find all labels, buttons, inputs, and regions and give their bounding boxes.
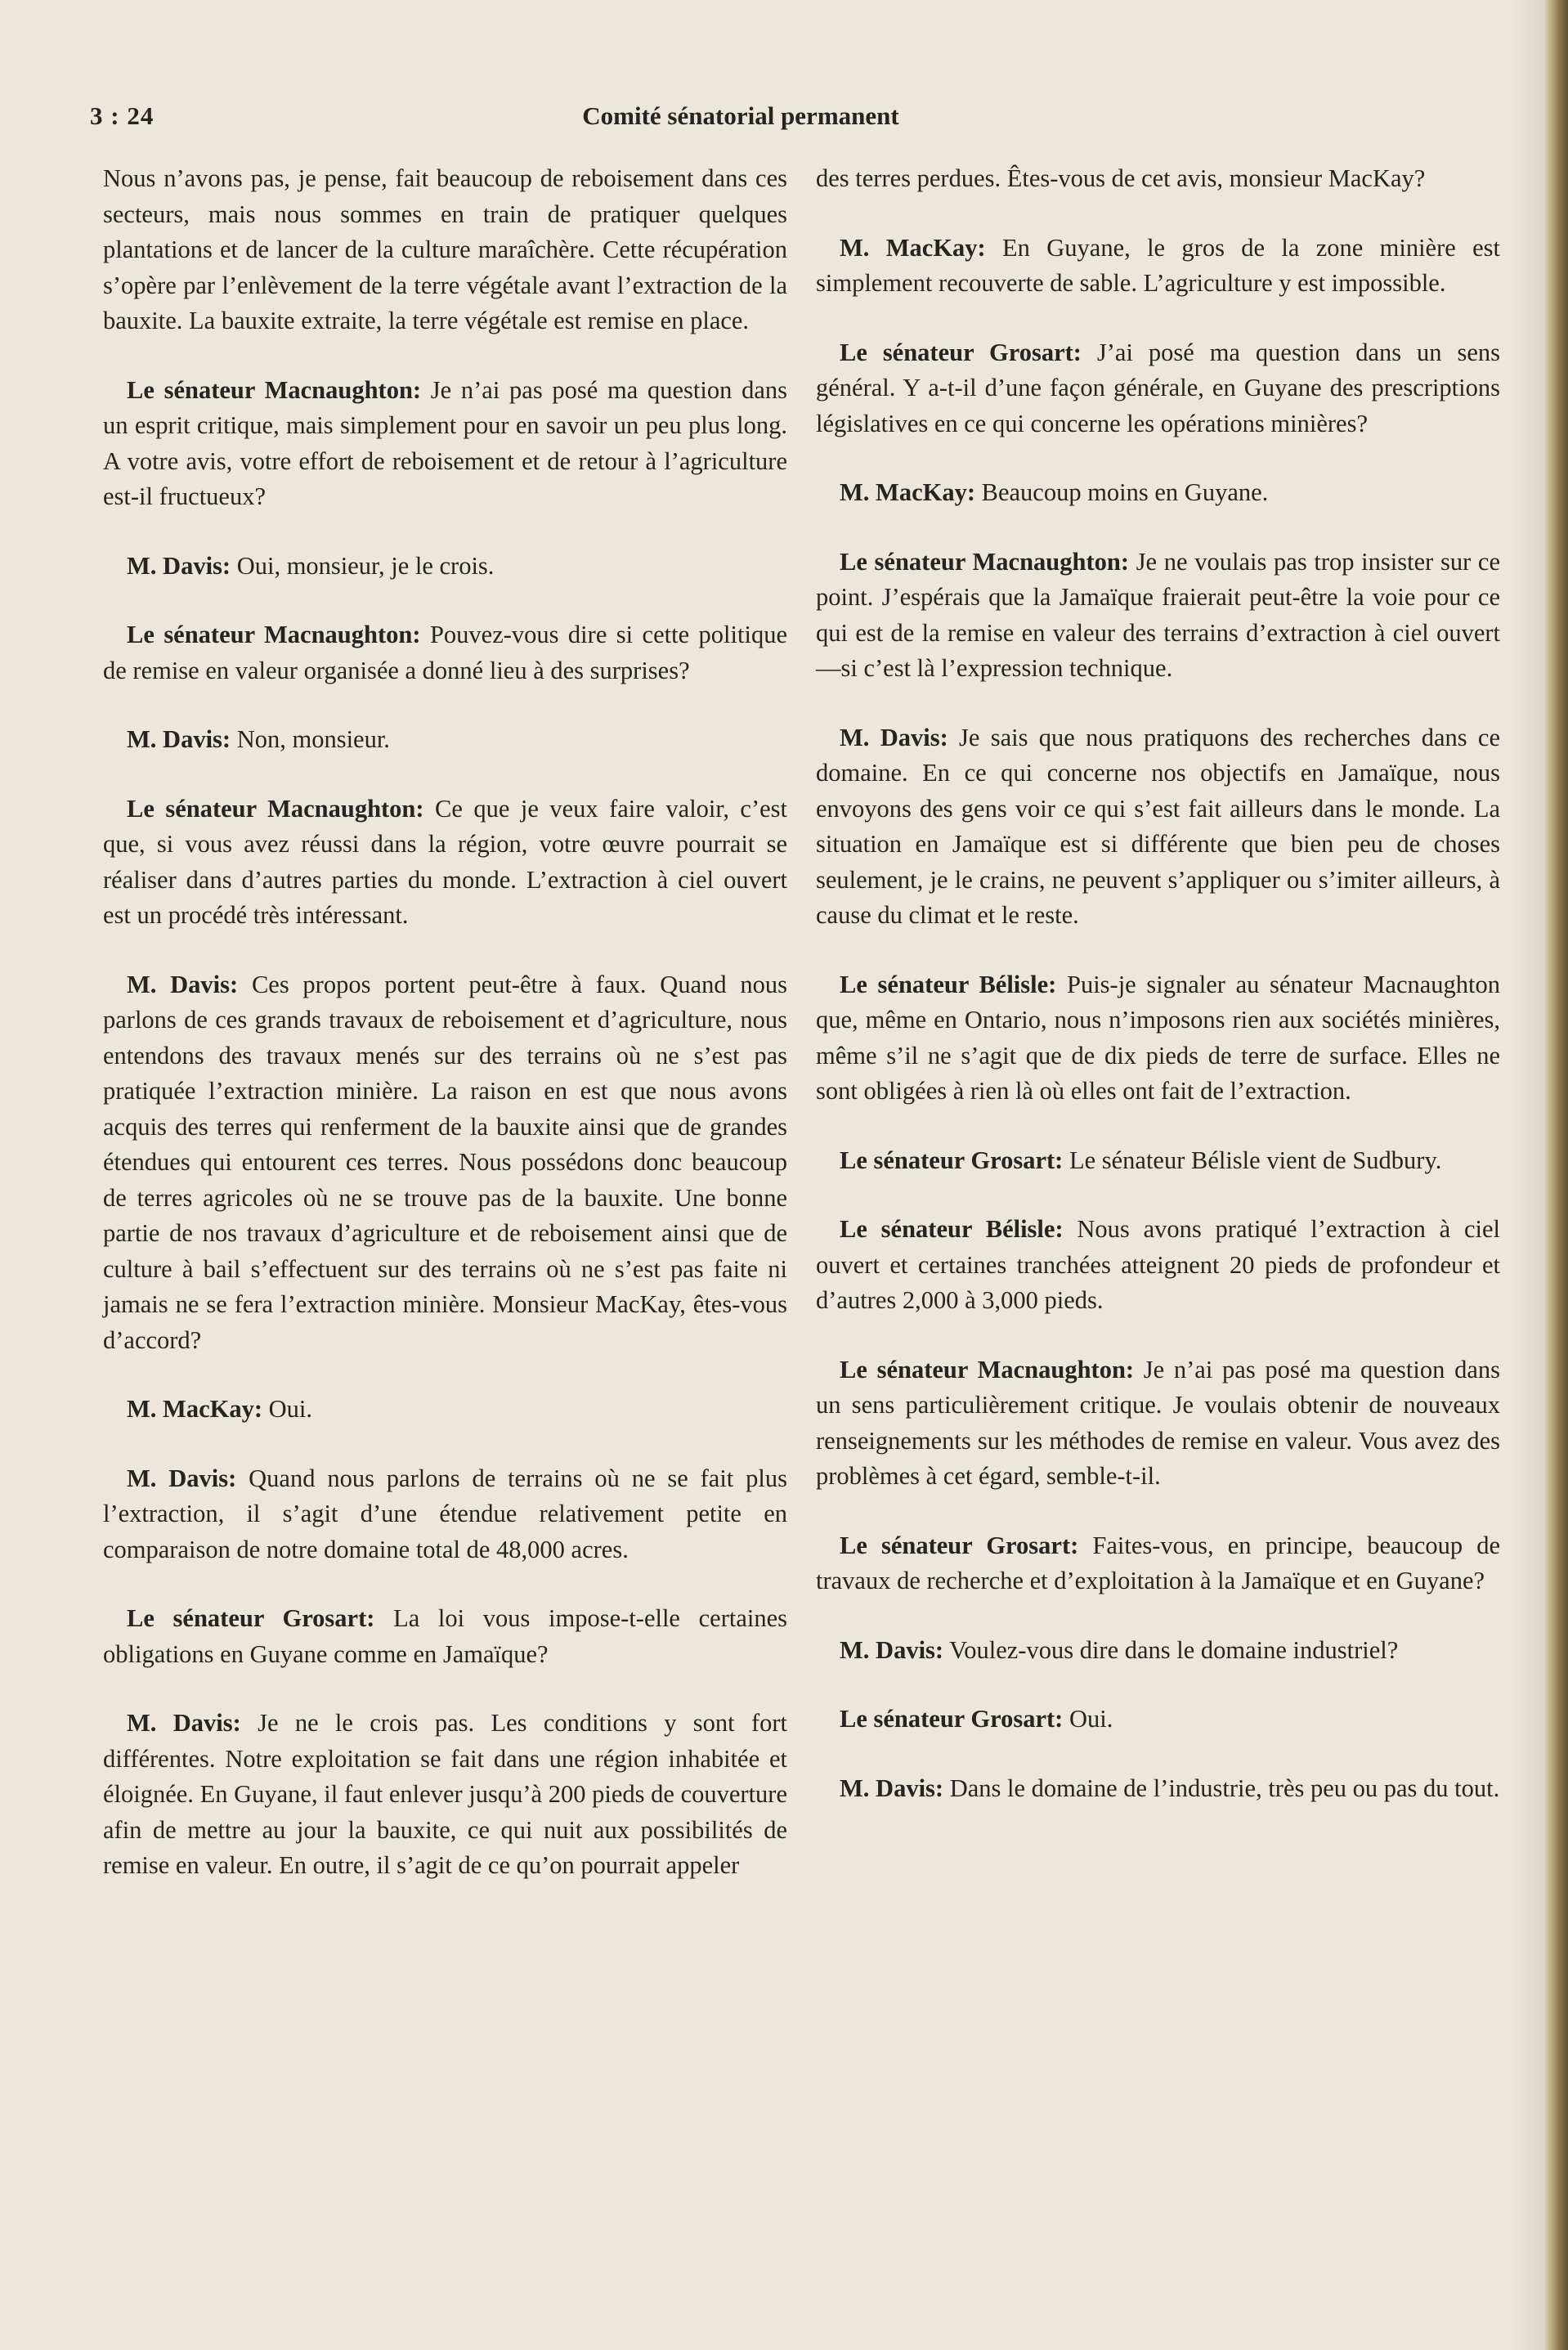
paragraph bbox=[103, 792, 787, 934]
speaker-name: Le sénateur Macnaughton: bbox=[127, 621, 421, 648]
paragraph bbox=[816, 1528, 1500, 1599]
paragraph-text: Beaucoup moins en Guyane. bbox=[981, 478, 1269, 506]
paragraph bbox=[103, 967, 787, 1359]
speaker-name: M. MacKay: bbox=[840, 478, 975, 506]
paragraph bbox=[103, 1706, 787, 1884]
paragraph bbox=[103, 161, 787, 339]
paragraph-text: Puis-je signaler au sénateur Macnaughton que, même en Ontario, nous n’imposons rien aux sociétés minières, même s’il ne s’agit que de dix pieds de terre de surface. Elles ne sont obligées à rien là où elles ont fait de l’extraction. bbox=[816, 970, 1500, 1105]
paragraph-text: Oui, monsieur, je le crois. bbox=[236, 551, 495, 580]
paragraph bbox=[103, 722, 787, 758]
paragraph-text: Je n’ai pas posé ma question dans un esprit critique, mais simplement pour en savoir un peu plus long. A votre avis, votre effort de reboisement et de retour à l’agriculture est-il fructueux? bbox=[103, 375, 787, 510]
speaker-name: Le sénateur Bélisle: bbox=[840, 970, 1057, 998]
paragraph bbox=[816, 1702, 1500, 1738]
paragraph-text: Quand nous parlons de terrains où ne se fait plus l’extraction, il s’agit d’une étendue relativement petite en comparaison de notre domaine total de 48,000 acres. bbox=[103, 1464, 787, 1563]
paragraph bbox=[103, 617, 787, 688]
paragraph bbox=[103, 549, 787, 585]
paragraph bbox=[816, 1143, 1500, 1179]
speaker-name: Le sénateur Grosart: bbox=[840, 1531, 1079, 1559]
paragraph-text: Pouvez-vous dire si cette politique de remise en valeur organisée a donné lieu à des surprises? bbox=[103, 621, 787, 684]
speaker-name: Le sénateur Grosart: bbox=[840, 1146, 1064, 1174]
paragraph-text: Oui. bbox=[268, 1395, 312, 1423]
speaker-name: M. Davis: bbox=[127, 551, 231, 580]
speaker-name: M. MacKay: bbox=[127, 1395, 262, 1423]
paragraph bbox=[103, 1601, 787, 1672]
speaker-name: M. Davis: bbox=[840, 1635, 944, 1664]
paragraph-text: Faites-vous, en principe, beaucoup de travaux de recherche et d’exploitation à la Jamaïque et en Guyane? bbox=[816, 1531, 1501, 1594]
paragraph-text: des terres perdues. Êtes-vous de cet avis, monsieur MacKay? bbox=[816, 164, 1426, 192]
speaker-name: Le sénateur Macnaughton: bbox=[127, 375, 422, 404]
speaker-name: Le sénateur Macnaughton: bbox=[840, 1355, 1135, 1384]
paragraph-text: Ces propos portent peut-être à faux. Quand nous parlons de ces grands travaux de reboisement et d’agriculture, nous entendons des travaux menés sur des terrains où ne s’est pas pratiquée l’extraction minière. La raison en est que nous avons acquis des terres qui renferment de la bauxite ainsi que de grandes étendues qui entourent ces terres. Nous possédons donc beaucoup de terres agricoles où ne se trouve pas de la bauxite. Une bonne partie de nos travaux d’agriculture et de reboisement ainsi que de culture à bail s’effectuent sur des terrains où ne s’est pas faite ni jamais ne se fera l’extraction minière. Monsieur MacKay, êtes-vous d’accord? bbox=[103, 970, 787, 1354]
paragraph-text: Je ne voulais pas trop insister sur ce point. J’espérais que la Jamaïque fraierait peut-être la voie pour ce qui est de la remise en valeur des terrains d’extraction à ciel ouvert—si c’est là l’expression technique. bbox=[816, 547, 1500, 682]
paragraph-text: J’ai posé ma question dans un sens général. Y a-t-il d’une façon générale, en Guyane des prescriptions législatives en ce qui concerne les opérations minières? bbox=[816, 338, 1500, 437]
paragraph-text: Je sais que nous pratiquons des recherches dans ce domaine. En ce qui concerne nos objectifs en Jamaïque, nous envoyons des gens voir ce qui s’est fait ailleurs dans le monde. La situation en Jamaïque est si différente que bien peu de choses seulement, je le crains, ne peuvent s’appliquer ou s’imiter ailleurs, à cause du climat et le reste. bbox=[816, 723, 1500, 929]
paragraph bbox=[816, 1212, 1500, 1319]
paragraph-text: La loi vous impose-t-elle certaines obligations en Guyane comme en Jamaïque? bbox=[103, 1604, 788, 1668]
right-column bbox=[816, 161, 1500, 1806]
running-title: Comité sénatorial permanent bbox=[582, 101, 899, 130]
page-header bbox=[0, 101, 1545, 142]
speaker-name: M. MacKay: bbox=[840, 233, 986, 262]
paragraph bbox=[816, 335, 1500, 442]
paragraph bbox=[816, 475, 1500, 511]
speaker-name: Le sénateur Grosart: bbox=[127, 1604, 375, 1632]
paragraph bbox=[816, 720, 1500, 934]
speaker-name: M. Davis: bbox=[840, 723, 948, 751]
paragraph-text: Voulez-vous dire dans le domaine industriel? bbox=[949, 1635, 1399, 1664]
paragraph bbox=[816, 231, 1500, 302]
paragraph-text: Oui. bbox=[1068, 1705, 1113, 1733]
speaker-name: M. Davis: bbox=[127, 1464, 237, 1492]
paragraph-text: Nous n’avons pas, je pense, fait beaucoup de reboisement dans ces secteurs, mais nous sommes en train de pratiquer quelques plantations et de lancer de la culture maraîchère. Cette récupération s’opère par l’enlèvement de la terre végétale avant l’extraction de la bauxite. La bauxite extraite, la terre végétale est remise en place. bbox=[103, 164, 787, 334]
paragraph-text: Non, monsieur. bbox=[236, 725, 390, 753]
paragraph bbox=[103, 373, 787, 515]
speaker-name: M. Davis: bbox=[127, 1709, 241, 1737]
speaker-name: Le sénateur Bélisle: bbox=[840, 1215, 1064, 1243]
page-gutter-shadow bbox=[1512, 0, 1545, 2350]
paragraph bbox=[816, 1352, 1500, 1495]
speaker-name: M. Davis: bbox=[127, 970, 239, 998]
paragraph-text: Nous avons pratiqué l’extraction à ciel ouvert et certaines tranchées atteignent 20 pieds de profondeur et d’autres 2,000 à 3,000 pieds. bbox=[816, 1215, 1500, 1314]
speaker-name: M. Davis: bbox=[127, 725, 231, 753]
paragraph bbox=[816, 545, 1500, 687]
paragraph-text: Je n’ai pas posé ma question dans un sens particulièrement critique. Je voulais obtenir de nouveaux renseignements sur les méthodes de remise en valeur. Vous avez des problèmes à cet égard, semble-t-il. bbox=[816, 1355, 1500, 1490]
speaker-name: M. Davis: bbox=[840, 1774, 944, 1802]
speaker-name: Le sénateur Macnaughton: bbox=[840, 547, 1129, 576]
left-column bbox=[103, 161, 787, 1884]
paragraph bbox=[816, 1771, 1500, 1807]
paragraph-text: En Guyane, le gros de la zone minière est simplement recouverte de sable. L’agriculture y est impossible. bbox=[816, 233, 1500, 297]
paragraph-text: Je ne le crois pas. Les conditions y sont fort différentes. Notre exploitation se fait dans une région inhabitée et éloignée. En Guyane, il faut enlever jusqu’à 200 pieds de couverture afin de mettre au jour la bauxite, ce qui nuit aux possibilités de remise en valeur. En outre, il s’agit de ce qu’on pourrait appeler bbox=[103, 1709, 787, 1879]
paragraph-text: Ce que je veux faire valoir, c’est que, si vous avez réussi dans la région, votre œuvre pourrait se réaliser dans d’autres parties du monde. L’extraction à ciel ouvert est un procédé très intéressant. bbox=[103, 794, 788, 929]
book-binding-edge bbox=[1545, 0, 1568, 2350]
paragraph bbox=[816, 1633, 1500, 1669]
paragraph-text: Dans le domaine de l’industrie, très peu ou pas du tout. bbox=[949, 1774, 1500, 1802]
speaker-name: Le sénateur Grosart: bbox=[840, 1705, 1064, 1733]
speaker-name: Le sénateur Grosart: bbox=[840, 338, 1082, 366]
paragraph bbox=[816, 967, 1500, 1110]
page-number: 3 : 24 bbox=[90, 101, 155, 130]
paragraph-text: Le sénateur Bélisle vient de Sudbury. bbox=[1068, 1146, 1442, 1174]
paragraph bbox=[816, 161, 1500, 197]
paragraph bbox=[103, 1461, 787, 1568]
paragraph bbox=[103, 1392, 787, 1428]
speaker-name: Le sénateur Macnaughton: bbox=[127, 794, 424, 823]
